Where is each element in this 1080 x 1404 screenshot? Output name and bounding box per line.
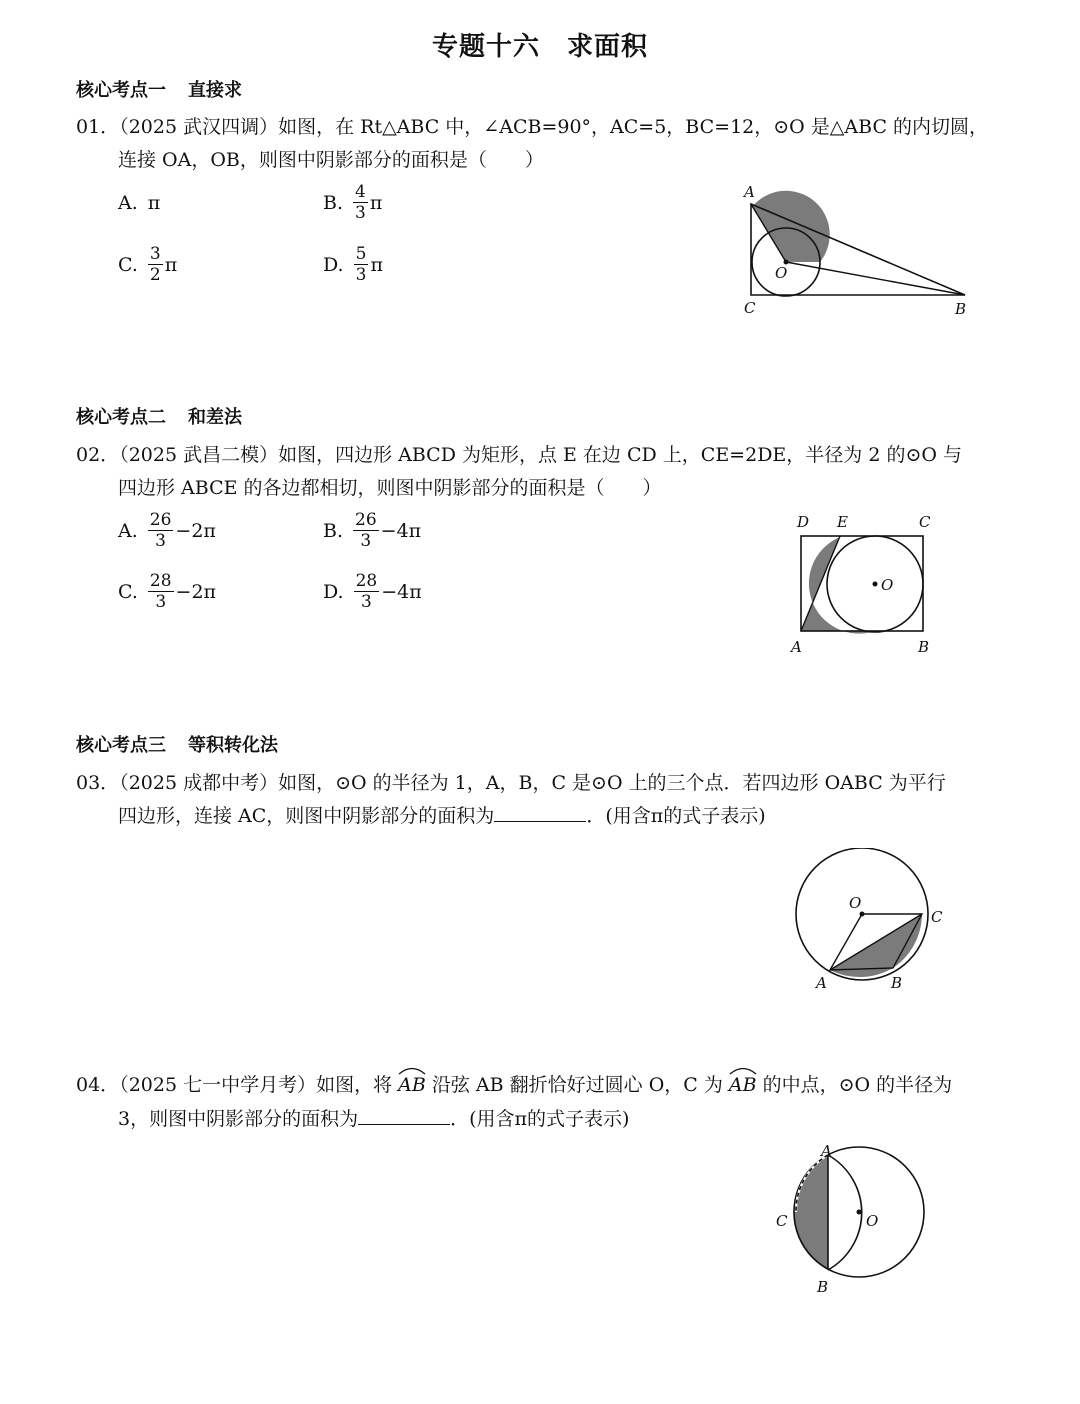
arc-ab-label-2: AB [729, 1074, 757, 1096]
question-4-text-1c: 的中点，⊙O 的半径为 [762, 1074, 953, 1096]
label-a: A [791, 638, 802, 656]
section-1-label: 核心考点一 [76, 80, 166, 101]
question-1-option-a[interactable] [118, 192, 160, 214]
center-point [860, 912, 865, 917]
question-2-line-2: 四边形 ABCE 的各边都相切，则图中阴影部分的面积是（ ） [118, 477, 662, 499]
question-3-text-2b: ．(用含π的式子表示) [586, 805, 766, 827]
segment-ob [786, 262, 965, 295]
question-3-line-1 [76, 768, 946, 795]
option-label: D. [323, 253, 344, 276]
option-tail: −4π [380, 519, 422, 542]
question-1-text-1: 如图，在 Rt△ABC 中，∠ACB=90°，AC=5，BC=12，⊙O 是△ABC 的内切圆， [278, 116, 989, 138]
fraction: $\frac{5}{3}$ [355, 244, 367, 285]
question-1-option-b[interactable] [323, 182, 382, 223]
option-label: B. [323, 519, 344, 542]
question-2-source: （2025 武昌二模） [119, 444, 279, 466]
label-d: D [797, 513, 810, 531]
question-4-text-2a: 3，则图中阴影部分的面积为 [118, 1108, 359, 1130]
option-label: A. [118, 519, 138, 542]
label-e: E [837, 513, 848, 531]
label-b: B [817, 1278, 829, 1296]
question-1-line-2: 连接 OA，OB，则图中阴影部分的面积是（ ） [118, 149, 544, 171]
question-4-text-2b: ．(用含π的式子表示) [450, 1108, 630, 1130]
question-1-number: 01． [76, 116, 120, 138]
question-1-line-1 [76, 112, 988, 139]
center-point [873, 582, 878, 587]
option-tail: −2π [175, 519, 216, 542]
section-heading-2 [76, 403, 242, 429]
section-heading-1 [76, 76, 242, 102]
answer-blank[interactable] [358, 1108, 450, 1125]
question-2-number: 02． [76, 444, 120, 466]
option-tail: π [369, 191, 383, 214]
fraction: $\frac{28}{3}$ [149, 571, 172, 612]
fraction: $\frac{26}{3}$ [355, 510, 377, 551]
section-heading-3 [76, 731, 278, 757]
fraction: $\frac{26}{3}$ [149, 510, 172, 551]
label-o: O [881, 576, 894, 594]
question-3-line-2 [118, 801, 766, 828]
question-4-text-1a: 如图，将 [316, 1074, 393, 1096]
figure-3-circle-parallelogram [785, 848, 960, 996]
section-2-label: 核心考点二 [76, 407, 166, 428]
option-label: A. [118, 192, 138, 214]
section-1-method: 直接求 [188, 80, 242, 101]
label-o: O [866, 1212, 879, 1230]
fraction: $\frac{3}{2}$ [149, 244, 161, 285]
fraction: $\frac{28}{3}$ [355, 571, 378, 612]
option-tail: π [370, 253, 383, 276]
question-3-number: 03． [76, 772, 120, 794]
label-b: B [955, 300, 967, 318]
figure-2-rectangle-circle [785, 508, 955, 660]
figure-4-folded-arc [768, 1140, 933, 1300]
question-4-number: 04． [76, 1074, 120, 1096]
question-3-text-2a: 四边形，连接 AC，则图中阴影部分的面积为 [118, 805, 495, 827]
label-o: O [849, 894, 862, 912]
question-4-source: （2025 七一中学月考） [119, 1074, 317, 1096]
figure-1-triangle-incircle [735, 178, 985, 323]
center-point [857, 1210, 862, 1215]
label-b: B [918, 638, 930, 656]
question-2-text-1: 如图，四边形 ABCD 为矩形，点 E 在边 CD 上，CE=2DE，半径为 2 的⊙O 与 [278, 444, 963, 466]
option-value: π [147, 192, 161, 214]
label-a: A [744, 183, 755, 201]
question-1-option-d[interactable] [323, 244, 383, 285]
question-2-option-a[interactable] [118, 510, 216, 551]
label-c: C [931, 908, 943, 926]
option-tail: −4π [381, 580, 422, 603]
label-o: O [775, 264, 788, 282]
question-2-option-c[interactable] [118, 571, 216, 612]
section-2-method: 和差法 [188, 407, 242, 428]
option-label: C. [118, 580, 138, 603]
option-label: D. [323, 580, 344, 603]
option-label: C. [118, 253, 138, 276]
label-c: C [776, 1212, 788, 1230]
question-3-source: （2025 成都中考） [119, 772, 279, 794]
page-title: 专题十六 求面积 [431, 32, 648, 62]
question-2-option-b[interactable] [323, 510, 421, 551]
question-2-line-1 [76, 440, 962, 467]
question-4-line-2 [118, 1104, 629, 1131]
section-3-method: 等积转化法 [188, 735, 278, 756]
option-tail: −2π [175, 580, 217, 603]
label-a: A [816, 974, 827, 992]
label-c: C [744, 299, 756, 317]
question-2-option-d[interactable] [323, 571, 422, 612]
fraction: $\frac{4}{3}$ [355, 182, 366, 223]
question-4-text-1b: 沿弦 AB 翻折恰好过圆心 O，C 为 [431, 1074, 723, 1096]
label-b: B [891, 974, 903, 992]
question-3-text-1: 如图，⊙O 的半径为 1，A，B，C 是⊙O 上的三个点．若四边形 OABC 为平行 [278, 772, 946, 794]
question-4-line-1 [76, 1070, 952, 1097]
question-1-source: （2025 武汉四调） [119, 116, 279, 138]
label-a: A [821, 1142, 832, 1160]
section-3-label: 核心考点三 [76, 735, 166, 756]
label-c: C [919, 513, 931, 531]
arc-ab-label-1: AB [398, 1074, 426, 1096]
question-1-option-c[interactable] [118, 244, 177, 285]
option-label: B. [323, 191, 344, 214]
shaded-region-left [793, 1155, 828, 1270]
answer-blank[interactable] [494, 805, 586, 822]
option-tail: π [164, 253, 178, 276]
